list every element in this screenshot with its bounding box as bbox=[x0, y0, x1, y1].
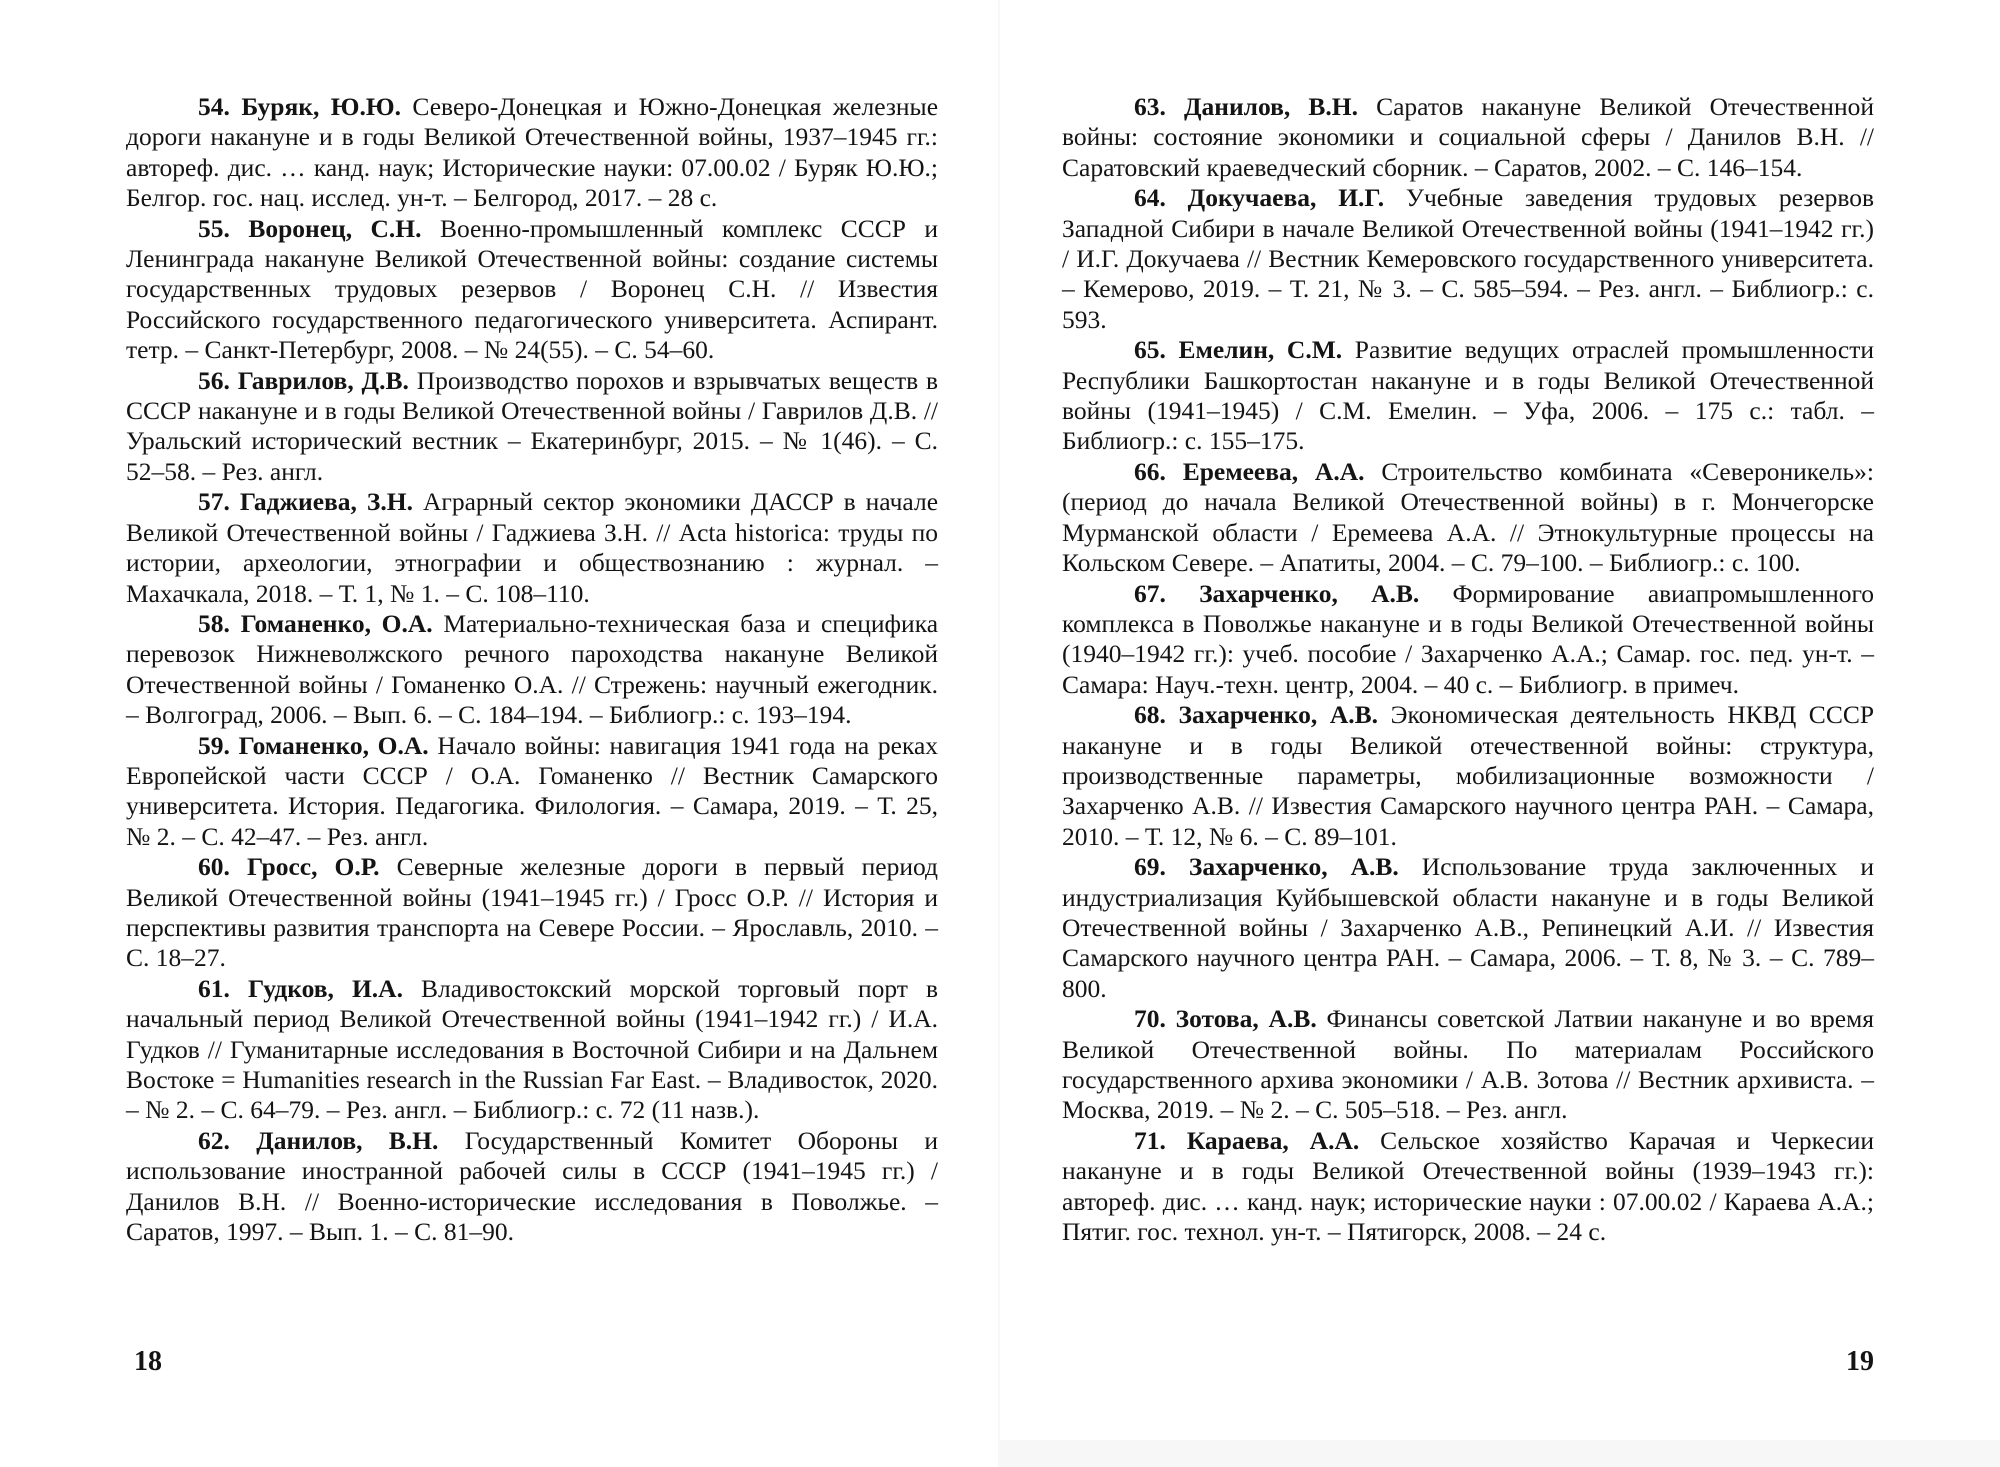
entry-text: Северо-Донецкая и Южно-Донецкая железные дороги накануне и в годы Великой Отечественной войны, 1937–1945 гг.: автореф. дис. … канд. наук; Исторические науки: 07.00.02 / Буряк Ю.Ю.; Белгор. гос. нац. исслед. ун-т. – Белгород, 2017. – 28 с. bbox=[126, 92, 939, 213]
entry-author: Гаврилов, Д.В. bbox=[237, 365, 409, 395]
entry-text: Формирование авиапромышленного комплекса в Поволжье накануне и в годы Великой Отечественной войны (1940–1942 гг.): учеб. пособие / Захарченко А.А.; Самар. гос. пед. ун-т. – Самара: Науч.-техн. центр, 2004. – 40 с. – Библиогр. в примеч. bbox=[1062, 578, 1875, 699]
page-edge-shadow bbox=[1000, 1440, 2000, 1467]
page-number-left: 18 bbox=[134, 1346, 162, 1377]
entry-number: 59. bbox=[198, 730, 230, 760]
entry-text: Военно-промышленный комплекс СССР и Ленинграда накануне Великой Отечественной войны: создание системы государственных трудовых резервов / Воронец С.Н. // Известия Российского государственного педагогического университета. Аспирант. тетр. – Санкт-Петербург, 2008. – № 24(55). – С. 54–60. bbox=[126, 213, 938, 365]
page-number-right: 19 bbox=[1846, 1346, 1874, 1377]
bibliography-entry bbox=[126, 974, 938, 1126]
entry-number: 71. bbox=[1134, 1125, 1166, 1155]
bibliography-entry bbox=[1062, 700, 1874, 852]
bibliography-entry bbox=[126, 609, 938, 731]
entry-author: Зотова, А.В. bbox=[1175, 1004, 1317, 1034]
entry-number: 66. bbox=[1134, 456, 1166, 486]
book-spine bbox=[998, 0, 1000, 1467]
entry-text: Производство порохов и взрывчатых веществ в СССР накануне и в годы Великой Отечественной войны / Гаврилов Д.В. // Уральский исторический вестник – Екатеринбург, 2015. – № 1(46). – С. 52–58. – Рез. англ. bbox=[126, 365, 939, 486]
entry-text: Сельское хозяйство Карачая и Черкесии накануне и в годы Великой Отечественной войны (1939–1943 гг.): автореф. дис. … канд. наук; исторические науки : 07.00.02 / Караева А.А.; Пятиг. гос. технол. ун-т. – Пятигорск, 2008. – 24 с. bbox=[1062, 1125, 1874, 1247]
entry-number: 65. bbox=[1134, 335, 1166, 365]
entry-text: Финансы советской Латвии накануне и во время Великой Отечественной войны. По материалам Российского государственного архива экономики / А.В. Зотова // Вестник архивиста. – Москва, 2019. – № 2. – С. 505–518. – Рез. англ. bbox=[1062, 1004, 1874, 1125]
entry-number: 68. bbox=[1134, 700, 1166, 730]
entry-number: 70. bbox=[1134, 1004, 1166, 1034]
entry-number: 58. bbox=[198, 608, 230, 638]
entry-number: 67. bbox=[1134, 578, 1166, 608]
bibliography-entry bbox=[1062, 92, 1874, 183]
entry-author: Данилов, В.Н. bbox=[1184, 92, 1358, 121]
entry-text: Государственный Комитет Обороны и использование иностранной рабочей силы в СССР (1941–1945 гг.) / Данилов В.Н. // Военно-исторические исследования в Поволжье. – Саратов, 1997. – Вып. 1. – С. 81–90. bbox=[126, 1125, 939, 1247]
bibliography-entry bbox=[1062, 183, 1874, 335]
entry-number: 61. bbox=[198, 973, 230, 1003]
bibliography-entry bbox=[126, 366, 938, 488]
entry-text: Северные железные дороги в первый период Великой Отечественной войны (1941–1945 гг.) / Гросс О.Р. // История и перспективы развития транспорта на Севере России. – Ярославль, 2010. – С. 18–27. bbox=[126, 852, 938, 973]
entry-author: Гоманенко, О.А. bbox=[238, 730, 429, 760]
entry-text: Строительство комбината «Североникель»: (период до начала Великой Отечественной войны) в г. Мончегорске Мурманской области / Еремеева А.А. // Этнокультурные процессы на Кольском Севере. – Апатиты, 2004. – С. 79–100. – Библиогр.: с. 100. bbox=[1062, 456, 1874, 578]
entry-text: Развитие ведущих отраслей промышленности Республики Башкортостан накануне и в годы Великой Отечественной войны (1941–1945) / С.М. Емелин. – Уфа, 2006. – 175 с.: табл. – Библиогр.: с. 155–175. bbox=[1062, 335, 1875, 456]
entry-author: Данилов, В.Н. bbox=[256, 1125, 439, 1155]
bibliography-entry bbox=[126, 1126, 938, 1248]
entry-number: 56. bbox=[198, 365, 230, 395]
bibliography-entry bbox=[1062, 335, 1874, 457]
entry-number: 60. bbox=[198, 852, 230, 882]
bibliography-entry bbox=[1062, 852, 1874, 1004]
entry-author: Еремеева, А.А. bbox=[1182, 456, 1365, 486]
left-page bbox=[126, 92, 938, 1247]
bibliography-entry bbox=[126, 731, 938, 853]
entry-text: Использование труда заключенных и индустриализация Куйбышевской области накануне и в годы Великой Отечественной войны / Захарченко А.В., Репинецкий А.И. // Известия Самарского научного центра РАН. – Самара, 2006. – Т. 8, № 3. – С. 789–800. bbox=[1062, 852, 1875, 1003]
entry-author: Гоманенко, О.А. bbox=[240, 608, 433, 638]
entry-author: Воронец, С.Н. bbox=[248, 213, 422, 243]
entry-text: Начало войны: навигация 1941 года на реках Европейской части СССР / О.А. Гоманенко // Вестник Самарского университета. История. Педагогика. Филология. – Самара, 2019. – Т. 25, № 2. – С. 42–47. – Рез. англ. bbox=[126, 730, 939, 851]
entry-author: Гудков, И.А. bbox=[247, 973, 403, 1003]
bibliography-entry bbox=[126, 214, 938, 366]
entry-number: 62. bbox=[198, 1125, 230, 1155]
entry-author: Емелин, С.М. bbox=[1178, 335, 1343, 365]
bibliography-entry bbox=[1062, 579, 1874, 701]
entry-author: Захарченко, А.В. bbox=[1178, 700, 1379, 730]
entry-author: Захарченко, А.В. bbox=[1188, 852, 1399, 882]
entry-author: Захарченко, А.В. bbox=[1199, 578, 1420, 608]
entry-text: Материально-техническая база и специфика перевозок Нижневолжского речного пароходства накануне Великой Отечественной войны / Гоманенко О.А. // Стрежень: научный ежегодник. – Волгоград, 2006. – Вып. 6. – С. 184–194. – Библиогр.: с. 193–194. bbox=[126, 608, 939, 730]
entry-author: Караева, А.А. bbox=[1186, 1125, 1360, 1155]
bibliography-entry bbox=[1062, 1004, 1874, 1126]
entry-author: Докучаева, И.Г. bbox=[1187, 183, 1385, 213]
entry-number: 54. bbox=[198, 92, 230, 121]
bibliography-entry bbox=[1062, 457, 1874, 579]
right-page bbox=[1062, 92, 1874, 1247]
entry-number: 57. bbox=[198, 487, 230, 517]
entry-text: Аграрный сектор экономики ДАССР в начале Великой Отечественной войны / Гаджиева З.Н. // Acta historica: труды по истории, археологии, этнографии и обществознанию : журнал. – Махачкала, 2018. – Т. 1, № 1. – С. 108–110. bbox=[126, 487, 939, 608]
entry-number: 69. bbox=[1134, 852, 1166, 882]
entry-number: 55. bbox=[198, 213, 230, 243]
entry-author: Буряк, Ю.Ю. bbox=[241, 92, 401, 121]
entry-text: Саратов накануне Великой Отечественной войны: состояние экономики и социальной сферы / Данилов В.Н. // Саратовский краеведческий сборник. – Саратов, 2002. – С. 146–154. bbox=[1062, 92, 1875, 182]
entry-number: 64. bbox=[1134, 183, 1166, 213]
entry-number: 63. bbox=[1134, 92, 1166, 121]
bibliography-entry bbox=[126, 852, 938, 974]
bibliography-entry bbox=[1062, 1126, 1874, 1248]
entry-author: Гаджиева, З.Н. bbox=[239, 487, 413, 517]
bibliography-entry bbox=[126, 92, 938, 214]
bibliography-entry bbox=[126, 487, 938, 609]
entry-text: Экономическая деятельность НКВД СССР накануне и в годы Великой отечественной войны: структура, производственные параметры, мобилизационные возможности / Захарченко А.В. // Известия Самарского научного центра РАН. – Самара, 2010. – Т. 12, № 6. – С. 89–101. bbox=[1062, 700, 1875, 851]
entry-text: Владивостокский морской торговый порт в начальный период Великой Отечественной войны (1941–1942 гг.) / И.А. Гудков // Гуманитарные исследования в Восточной Сибири и на Дальнем Востоке = Humanities research in the Russian Far East. – Владивосток, 2020. – № 2. – С. 64–79. – Рез. англ. – Библиогр.: с. 72 (11 назв.). bbox=[126, 973, 939, 1125]
entry-author: Гросс, О.Р. bbox=[246, 852, 380, 882]
entry-text: Учебные заведения трудовых резервов Западной Сибири в начале Великой Отечественной войны (1941–1942 гг.) / И.Г. Докучаева // Вестник Кемеровского государственного университета. – Кемерово, 2019. – Т. 21, № 3. – С. 585–594. – Рез. англ. – Библиогр.: с. 593. bbox=[1062, 183, 1874, 334]
